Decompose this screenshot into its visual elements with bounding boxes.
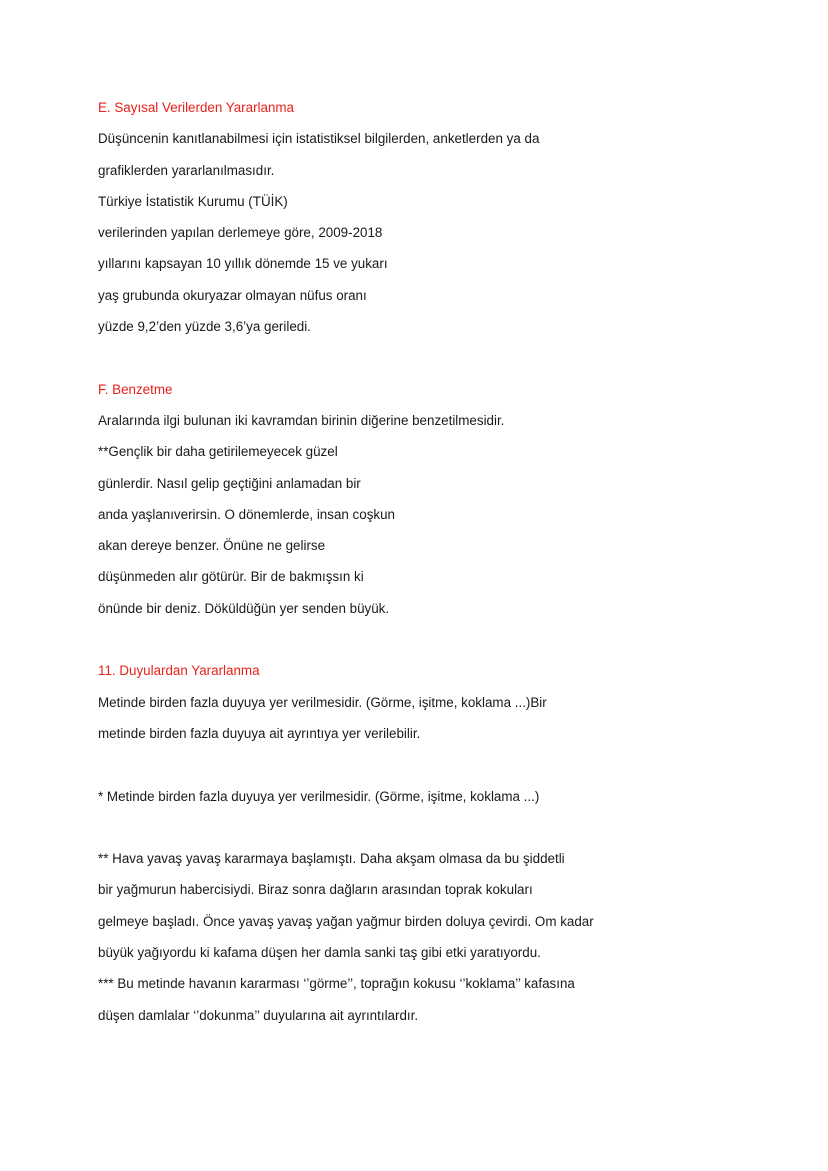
section-e-line: verilerinden yapılan derlemeye göre, 2009-2018: [98, 225, 383, 241]
section-11-example-line: *** Bu metinde havanın kararması ‘’görme’’, toprağın kokusu ‘’koklama’’ kafasına: [98, 976, 575, 992]
section-11-heading: 11. Duyulardan Yararlanma: [98, 663, 260, 679]
section-11-example-line: ** Hava yavaş yavaş kararmaya başlamıştı. Daha akşam olmasa da bu şiddetli: [98, 851, 565, 867]
section-f-line: düşünmeden alır götürür. Bir de bakmışsın ki: [98, 569, 364, 585]
section-e-line: yıllarını kapsayan 10 yıllık dönemde 15 ve yukarı: [98, 256, 388, 272]
paragraph-gap: [98, 749, 718, 780]
section-11-example-line: büyük yağıyordu ki kafama düşen her damla sanki taş gibi etki yaratıyordu.: [98, 945, 541, 961]
section-f-heading: F. Benzetme: [98, 381, 173, 397]
section-e-line: yaş grubunda okuryazar olmayan nüfus oranı: [98, 287, 367, 303]
paragraph-gap: [98, 624, 718, 655]
paragraph-gap: [98, 342, 718, 373]
section-11-line: Metinde birden fazla duyuya yer verilmesidir. (Görme, işitme, koklama ...)Bir: [98, 694, 547, 710]
section-f-line: Aralarında ilgi bulunan iki kavramdan birinin diğerine benzetilmesidir.: [98, 412, 505, 428]
section-11-example-line: bir yağmurun habercisiydi. Biraz sonra dağların arasından toprak kokuları: [98, 882, 533, 898]
document-page: [98, 92, 718, 1031]
paragraph-gap: [98, 812, 718, 843]
section-11-example-line: düşen damlalar ‘’dokunma’’ duyularına ait ayrıntılardır.: [98, 1007, 419, 1023]
section-e-line: grafiklerden yararlanılmasıdır.: [98, 162, 275, 178]
section-f-line: günlerdir. Nasıl gelip geçtiğini anlamadan bir: [98, 475, 361, 491]
section-11-note: * Metinde birden fazla duyuya yer verilmesidir. (Görme, işitme, koklama ...): [98, 788, 540, 804]
section-11-line: metinde birden fazla duyuya ait ayrıntıya yer verilebilir.: [98, 725, 421, 741]
section-e-line: Türkiye İstatistik Kurumu (TÜİK): [98, 193, 288, 209]
section-11-example-line: gelmeye başladı. Önce yavaş yavaş yağan yağmur birden doluya çevirdi. Om kadar: [98, 913, 594, 929]
section-e-heading: E. Sayısal Verilerden Yararlanma: [98, 100, 295, 115]
section-f-line: anda yaşlanıverirsin. O dönemlerde, insan coşkun: [98, 506, 395, 522]
section-e-line: yüzde 9,2’den yüzde 3,6’ya geriledi.: [98, 319, 311, 335]
section-f-line: **Gençlik bir daha getirilemeyecek güzel: [98, 444, 338, 460]
section-f-line: önünde bir deniz. Döküldüğün yer senden büyük.: [98, 600, 390, 616]
section-e-line: Düşüncenin kanıtlanabilmesi için istatistiksel bilgilerden, anketlerden ya da: [98, 131, 540, 147]
section-f-line: akan dereye benzer. Önüne ne gelirse: [98, 538, 326, 554]
